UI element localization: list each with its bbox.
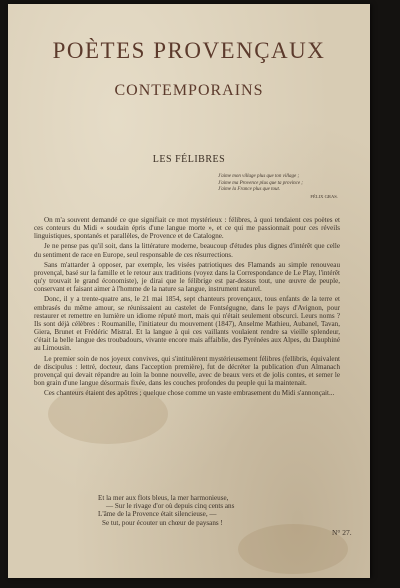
document-title: POÈTES PROVENÇAUX <box>52 38 326 63</box>
paragraph: Je ne pense pas qu'il soit, dans la littérature moderne, beaucoup d'études plus dignes d'intérêt que celle du sentiment de race en Europe, seul responsable de ces résurrections. <box>34 242 340 259</box>
body-text <box>34 216 340 399</box>
epigraph-line: J'aime la France plus que tout. <box>218 187 281 192</box>
verse-line: L'âme de la Provence était silencieuse, — <box>98 510 217 519</box>
paragraph: On m'a souvent demandé ce que signifiait ce mot mystérieux : félibres, à quoi tendaient ces poètes et ces conteurs du Midi « soudain épris d'une langue morte », et ce qui me passionnait pour ces réveils linguistiques, spontanés et parallèles, de Provence et de Catalogne. <box>34 216 340 241</box>
document-page <box>8 4 370 578</box>
paragraph: Sans m'attarder à opposer, par exemple, les visées patriotiques des Flamands au simple renouveau provençal, basé sur la famille et le retour aux traditions (voyez dans la Correspondance de Le Play, l'intérêt qu'y trouvait le grand économiste), je dirai que le félibrige est par-dessus tout, une œuvre de peuple, conservant et faisant aimer à l'homme de la nature sa langue, instrument naturel. <box>34 260 340 294</box>
paragraph: Donc, il y a trente-quatre ans, le 21 mai 1854, sept chanteurs provençaux, tous enfants de la terre et embrasés du même amour, se réunissaient au castelet de Fontségugne, dans le pays d'Avignon, pour restaurer et remettre en lumière un idiome réputé mort, mais qui n'était seulement obscurci. Leurs noms ? Ils sont déjà célèbres : Roumanille, l'initiateur du mouvement (1847), Anselme Mathieu, Aubanel, Tavan, Giera, Brunet et Frédéric Mistral. Et la langue à qui ces vaillants voulaient rendre sa vieille splendeur, c'était la belle langue des troubadours, vivante encore mais affaiblie, des Pyrénées aux Alpes, du Dauphiné au Limousin. <box>34 295 340 353</box>
epigraph-attribution: FÉLIX GRAS. <box>310 193 338 199</box>
verse-line: — Sur le rivage d'or où depuis cinq cents ans <box>106 502 235 511</box>
paragraph: Le premier soin de nos joyeux convives, qui s'intitulèrent mystérieusement félibres (fellibris, équivalent de discipulus : lettré, docteur, dans l'acception première), fut de décréter la publication d'un Almanach provençal qui devait répandre au loin la bonne nouvelle, avec de beaux vers et de jolis contes, et semer le bon grain d'une langue désormais fixée, dans les couches profondes du peuple qui la maintenait. <box>34 354 340 387</box>
section-heading: LES FÉLIBRES <box>152 154 226 165</box>
document-subtitle: CONTEMPORAINS <box>114 82 264 99</box>
paragraph: Ces chanteurs étaient des apôtres ; quelque chose comme un vaste embrasement du Midi s'annonçait... <box>44 389 335 398</box>
epigraph <box>218 174 338 200</box>
verse-line: Se tut, pour écouter un chœur de paysans ! <box>102 518 223 527</box>
verse-line: Et la mer aux flots bleus, la mer harmonieuse, <box>98 494 229 502</box>
epigraph-line: J'aime mon village plus que ton village ; <box>218 174 300 179</box>
page-number: N° 27. <box>332 528 352 537</box>
verse-stanza <box>98 494 318 527</box>
epigraph-line: J'aime ma Provence plus que ta province ; <box>218 180 303 186</box>
